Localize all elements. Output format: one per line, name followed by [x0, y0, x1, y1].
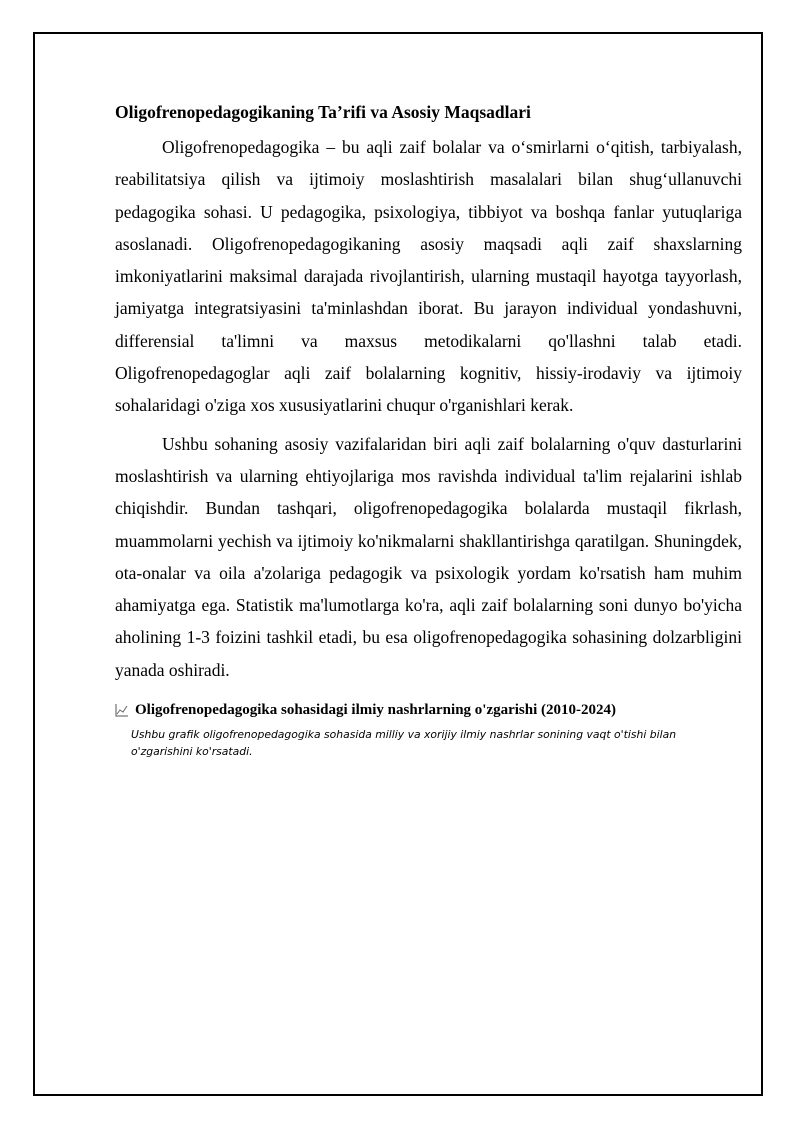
paragraph-1: Oligofrenopedagogika – bu aqli zaif bolalar va o‘smirlarni o‘qitish, tarbiyalash, reabilitatsiya qilish va ijtimoiy moslashtirish masalalari bilan shug‘ullanuvchi pedagogika sohasi. U pedagogika, psixologiya, tibbiyot va boshqa fanlar yutuqlariga asoslanadi. Oligofrenopedagogikaning asosiy maqsadi aqli zaif shaxslarning imkoniyatlarini maksimal darajada rivojlantirish, ularning mustaqil hayotga tayyorlash, jamiyatga integratsiyasini ta'minlashdan iborat. Bu jarayon individual yondashuvni, differensial ta'limni va maxsus metodikalarni qo'llashni talab etadi. Oligofrenopedagoglar aqli zaif bolalarning kognitiv, hissiy-irodaviy va ijtimoiy sohalaridagi o'ziga xos xususiyatlarini chuqur o'rganishlari kerak.	[115, 137, 742, 416]
chart-title: Oligofrenopedagogika sohasidagi ilmiy nashrlarning o'zgarishi (2010-2024)	[135, 702, 617, 719]
line-chart-icon	[115, 703, 129, 717]
page-content	[115, 99, 742, 760]
paragraph-2: Ushbu sohaning asosiy vazifalaridan biri aqli zaif bolalarning o'quv dasturlarini moslashtirish va ularning ehtiyojlariga mos ravishda individual ta'lim rejalarini ishlab chiqishdir. Bundan tashqari, oligofrenopedagogika bolalarda mustaqil fikrlash, muammolarni yechish va ijtimoiy ko'nikmalarni shakllantirishga qaratilgan. Shuningdek, ota-onalar va oila a'zolariga pedagogik va psixologik yordam ko'rsatish ham muhim ahamiyatga ega. Statistik ma'lumotlarga ko'ra, aqli zaif bolalarning soni dunyo bo'yicha aholining 1-3 foizini tashkil etadi, bu esa oligofrenopedagogika sohasining dolzarbligini yanada oshiradi.	[115, 433, 742, 680]
chart-caption: Ushbu grafik oligofrenopedagogika sohasida milliy va xorijiy ilmiy nashrlar sonining vaqt o'tishi bilan o'zgarishini ko'rsatadi.	[131, 728, 677, 759]
section-heading: Oligofrenopedagogikaning Ta’rifi va Asosiy Maqsadlari	[115, 102, 531, 122]
chart-heading	[115, 700, 742, 720]
